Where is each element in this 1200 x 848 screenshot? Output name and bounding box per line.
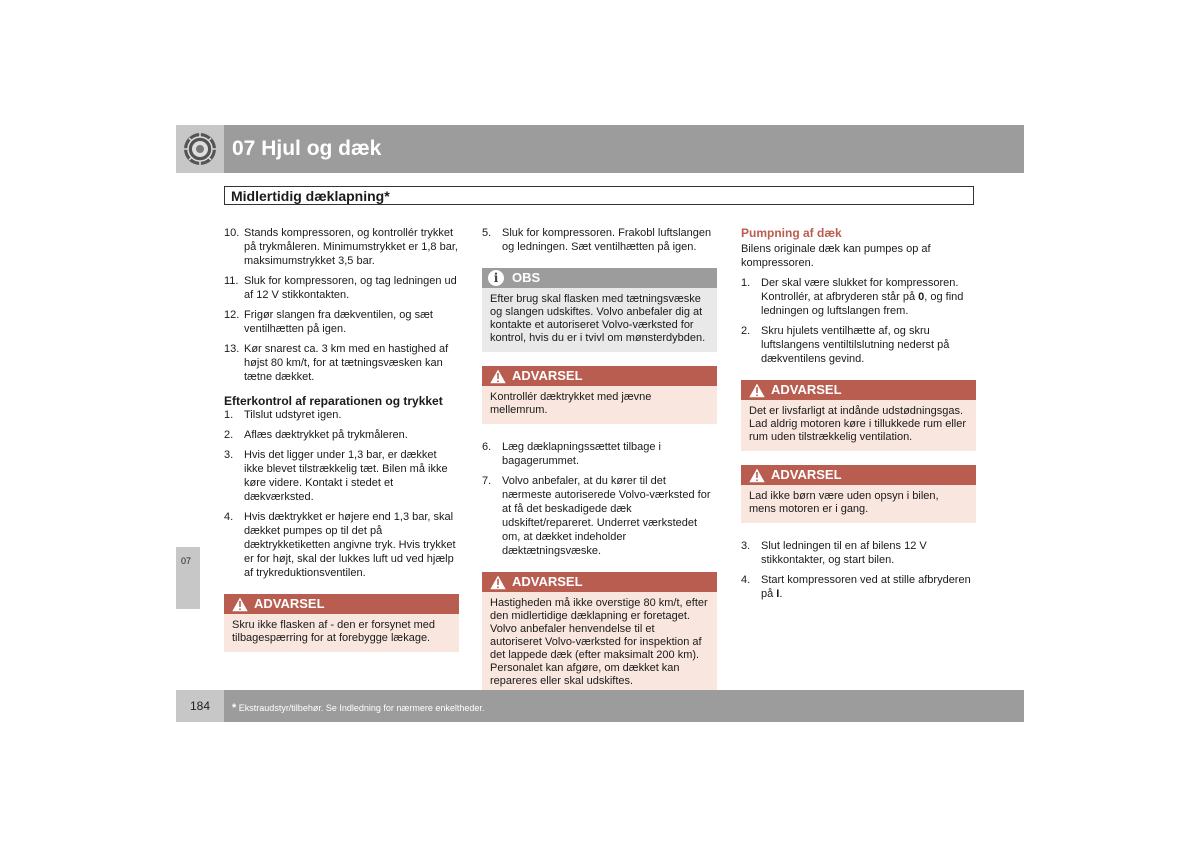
item-number: 11. [224,275,239,287]
list-item [224,226,459,268]
item-text: Stands kompressoren, og kontrollér trykket på trykmåleren. Minimumstrykket er 1,8 bar, maksimumstrykket 3,5 bar. [244,227,458,267]
warning-triangle-icon [747,381,767,399]
item-text: Aflæs dæktrykket på trykmåleren. [244,429,408,441]
warning-header [482,572,717,592]
warning-text: Det er livsfarligt at indånde udstødningsgas. Lad aldrig motoren køre i tillukkede rum eller rum uden tilstrækkelig ventilation. [749,405,967,443]
item-number: 2. [741,325,751,337]
list-item [224,274,459,302]
list-item [224,408,459,422]
warning-box [482,366,717,424]
list-item [482,440,717,468]
pumping-heading: Pumpning af dæk [741,226,842,240]
warning-header [224,594,459,614]
chapter-side-tab [176,547,200,609]
warning-header [482,366,717,386]
item-number: 6. [482,441,492,453]
warning-text: Hastigheden må ikke overstige 80 km/t, efter den midlertidige dæklapning er foretaget. Volvo anbefaler henvendelse til et autoriseret Volvo-værksted for inspektion af det lappede dæk (efter maksimalt 200 km). Personalet kan afgøre, om dækket kan repareres eller skal udskiftes. [490,597,708,687]
warning-label: ADVARSEL [512,574,583,589]
item-number: 1. [224,409,234,421]
note-text: Efter brug skal flasken med tætningsvæske og slangen udskiftes. Volvo anbefaler dig at kontakte et autoriseret Volvo-værksted for kontrol, hvis du er i tvivl om mønsterdybden. [490,293,706,344]
list-item [741,539,976,567]
item-text: Kør snarest ca. 3 km med en hastighed af højst 80 km/t, for at tætningsvæsken kan tætne dækket. [244,343,449,383]
list-item [224,342,459,384]
warning-triangle-icon [747,466,767,484]
item-text: Sluk for kompressoren. Frakobl luftslangen og ledningen. Sæt ventilhætten på igen. [502,227,712,253]
item-text: Frigør slangen fra dækventilen, og sæt ventilhætten på igen. [244,309,433,335]
list-item [224,510,459,580]
list-item [482,474,717,558]
switch-position: I [776,588,780,600]
item-number: 12. [224,309,240,321]
warning-label: ADVARSEL [771,467,842,482]
item-text: Slut ledningen til en af bilens 12 V stikkontakter, og start bilen. [761,540,927,566]
note-box [482,268,717,352]
item-number: 1. [741,277,751,289]
item-text: Læg dæklapningssættet tilbage i bagagerummet. [502,441,661,467]
warning-triangle-icon [488,573,508,591]
tire-icon [183,132,217,166]
item-text: Sluk for kompressoren, og tag ledningen ud af 12 V stikkontakten. [244,275,457,301]
item-text-part: Start kompressoren ved at stille afbryderen på [761,574,971,600]
column-1 [224,226,459,664]
list-item [741,324,976,366]
warning-triangle-icon [230,595,250,613]
list-item [741,276,976,318]
item-number: 3. [224,449,234,461]
info-icon: i [488,270,504,286]
chapter-title: 07 Hjul og dæk [232,137,382,160]
column-2 [482,226,717,707]
item-text: Hvis dæktrykket er højere end 1,3 bar, skal dækket pumpes op til det på dæktrykketiketten angivne tryk. Hvis trykket er for højt, skal der lukkes luft ud ved hjælp af trykreduktionsventilen. [244,511,456,579]
list-item [741,573,976,601]
warning-box [224,594,459,652]
item-text: Tilslut udstyret igen. [244,409,342,421]
item-number: 4. [741,574,751,586]
warning-box [741,465,976,523]
list-item [224,428,459,442]
list-item [224,448,459,504]
item-text [761,573,976,601]
item-text: Volvo anbefaler, at du kører til det nærmeste autoriserede Volvo-værksted for at få det beskadigede dæk udskiftet/repareret. Underret værkstedet om, at dækket indeholder dæktætningsvæske. [502,475,711,557]
item-text: Skru hjulets ventilhætte af, og skru luftslangens ventiltilslutning nederst på dækventilens gevind. [761,325,950,365]
note-label: OBS [512,270,541,285]
page-number: 184 [176,690,224,722]
item-number: 3. [741,540,751,552]
warning-header [741,465,976,485]
item-number: 4. [224,511,234,523]
list-item [224,308,459,336]
footnote-text: Ekstraudstyr/tilbehør. Se Indledning for nærmere enkeltheder. [238,703,485,713]
note-header [482,268,717,288]
warning-text: Skru ikke flasken af - den er forsynet med tilbagespærring for at forebygge lækage. [232,619,435,644]
item-number: 13. [224,343,240,355]
warning-text: Kontrollér dæktrykket med jævne mellemrum. [490,391,652,416]
item-text-part: . [779,588,783,600]
item-text-part: , og find ledningen og luftslangen frem. [761,291,964,317]
warning-triangle-icon [488,367,508,385]
warning-label: ADVARSEL [254,596,325,611]
chapter-icon-box [176,125,224,173]
warning-label: ADVARSEL [771,382,842,397]
item-number: 2. [224,429,234,441]
item-text-part: Der skal være slukket for kompressoren. Kontrollér, at afbryderen står på [761,277,959,303]
warning-box [482,572,717,695]
item-number: 7. [482,475,492,487]
switch-position: 0 [918,291,925,303]
footnote-star: * [232,702,237,714]
item-number: 10. [224,227,240,239]
subheading: Efterkontrol af reparationen og trykket [224,394,443,408]
footnote [232,702,484,714]
warning-text: Lad ikke børn være uden opsyn i bilen, mens motoren er i gang. [749,490,939,515]
item-text [761,276,976,318]
warning-label: ADVARSEL [512,368,583,383]
item-text: Hvis det ligger under 1,3 bar, er dækket ikke blevet tilstrækkelig tæt. Bilen må ikke køre videre. Kontakt i stedet et dækværksted. [244,449,448,503]
item-number: 5. [482,227,492,239]
warning-box [741,380,976,451]
section-title: Midlertidig dæklapning* [224,186,974,205]
column-3 [741,226,976,607]
intro-paragraph: Bilens originale dæk kan pumpes op af kompressoren. [741,243,931,269]
list-item [482,226,717,254]
side-tab-label: 07 [181,556,192,566]
warning-header [741,380,976,400]
